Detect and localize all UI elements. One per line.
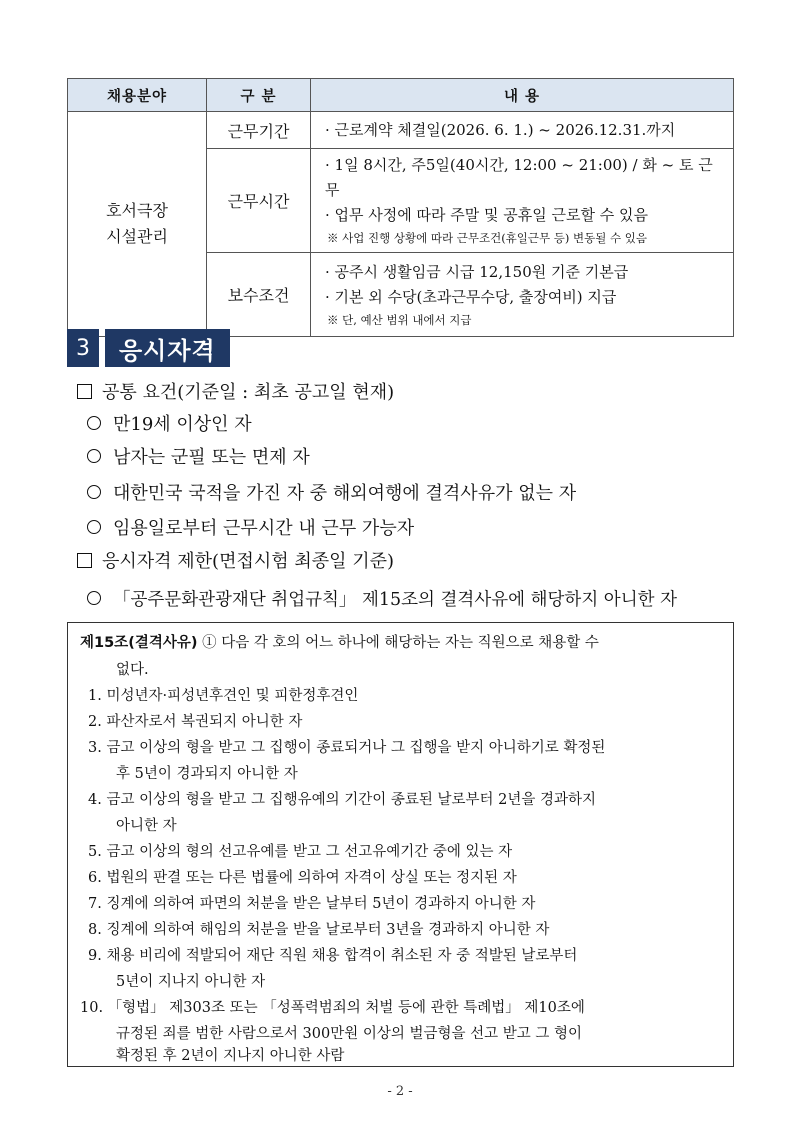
- category-cell: 근무기간: [207, 112, 311, 149]
- recruitment-table: [67, 78, 734, 337]
- category-cell: 근무시간: [207, 149, 311, 253]
- content-note: ※ 사업 진행 상황에 따라 근무조건(휴일근무 등) 변동될 수 있음: [327, 231, 647, 245]
- content-note: ※ 단, 예산 범위 내에서 지급: [327, 312, 472, 327]
- common-requirements-title: [77, 378, 394, 404]
- article-line: 5. 금고 이상의 형의 선고유예를 받고 그 선고유예기간 중에 있는 자: [88, 844, 513, 860]
- list-item-text: 남자는 군필 또는 면제 자: [113, 447, 310, 468]
- article-line: 10. 「형법」 제303조 또는 「성폭력범죄의 처벌 등에 관한 특례법」 제10조에: [80, 1000, 585, 1016]
- list-item-text: 만19세 이상인 자: [113, 414, 252, 435]
- article-line: 5년이 지나지 아니한 자: [116, 974, 266, 990]
- section-number: 3: [67, 329, 99, 367]
- article-line: 6. 법원의 판결 또는 다른 법률에 의하여 자격이 상실 또는 정지된 자: [88, 870, 517, 886]
- limit-title-text: 응시자격 제한(면접시험 최종일 기준): [102, 551, 395, 572]
- list-item-text: 「공주문화관광재단 취업규칙」 제15조의 결격사유에 해당하지 아니한 자: [113, 590, 677, 610]
- field-cell: [68, 112, 207, 337]
- content-line: · 근로계약 체결일(2026. 6. 1.) ~ 2026.12.31.까지: [325, 120, 676, 139]
- article-line: 8. 징계에 의하여 해임의 처분을 받을 날로부터 3년을 경과하지 아니한 자: [88, 922, 550, 938]
- content-cell: [311, 112, 734, 149]
- article-line: 7. 징계에 의하여 파면의 처분을 받은 날부터 5년이 경과하지 아니한 자: [88, 896, 536, 912]
- article-head: 제15조(결격사유): [80, 635, 198, 651]
- article-intro: [80, 631, 599, 652]
- category-cell: 보수조건: [207, 253, 311, 337]
- article-line: 확정된 후 2년이 지나지 아니한 사람: [116, 1048, 345, 1064]
- article-intro-cont: 없다.: [116, 662, 149, 678]
- list-item: [87, 586, 677, 611]
- square-bullet-icon: [77, 553, 92, 568]
- article-line: 후 5년이 경과되지 아니한 자: [116, 766, 298, 782]
- circle-bullet-icon: [87, 591, 101, 605]
- article-intro-text: ① 다음 각 호의 어느 하나에 해당하는 자는 직원으로 채용할 수: [202, 635, 599, 651]
- circle-bullet-icon: [87, 485, 101, 499]
- content-cell: [311, 149, 734, 253]
- content-line: · 공주시 생활임금 시급 12,150원 기준 기본급: [325, 262, 629, 281]
- list-item: [87, 479, 576, 505]
- list-item-text: 임용일로부터 근무시간 내 근무 가능자: [113, 518, 415, 539]
- list-item: [87, 514, 414, 540]
- limit-requirements-title: [77, 547, 394, 573]
- content-line: · 1일 8시간, 주5일(40시간, 12:00 ~ 21:00) / 화 ~ 토 근무: [325, 156, 713, 199]
- header-category: 구 분: [207, 79, 311, 112]
- circle-bullet-icon: [87, 416, 101, 430]
- content-line: · 업무 사정에 따라 주말 및 공휴일 근로할 수 있음: [325, 206, 648, 224]
- content-cell: [311, 253, 734, 337]
- content-line: · 기본 외 수당(초과근무수당, 출장여비) 지급: [325, 287, 617, 306]
- page-number: - 2 -: [387, 1084, 413, 1099]
- article-line: 1. 미성년자·피성년후견인 및 피한정후견인: [88, 688, 359, 704]
- article-line: 규정된 죄를 범한 사람으로서 300만원 이상의 벌금형을 선고 받고 그 형이: [116, 1026, 582, 1042]
- circle-bullet-icon: [87, 449, 101, 463]
- square-bullet-icon: [77, 384, 92, 399]
- header-content: 내 용: [311, 79, 734, 112]
- article-line: 9. 채용 비리에 적발되어 재단 직원 채용 합격이 취소된 자 중 적발된 날로부터: [88, 948, 578, 964]
- list-item-text: 대한민국 국적을 가진 자 중 해외여행에 결격사유가 없는 자: [113, 483, 577, 504]
- article-line: 3. 금고 이상의 형을 받고 그 집행이 종료되거나 그 집행을 받지 아니하기로 확정된: [88, 740, 606, 756]
- article-box: [67, 622, 734, 1067]
- table-row: [68, 112, 734, 149]
- section-title: 응시자격: [105, 329, 230, 367]
- list-item: [87, 443, 310, 469]
- table-header-row: [68, 79, 734, 112]
- list-item: [87, 410, 252, 436]
- field-line-1: 호서극장: [106, 201, 168, 220]
- header-field: 채용분야: [68, 79, 207, 112]
- circle-bullet-icon: [87, 520, 101, 534]
- article-line: 2. 파산자로서 복권되지 아니한 자: [88, 714, 303, 730]
- field-line-2: 시설관리: [106, 227, 168, 246]
- article-line: 아니한 자: [116, 818, 177, 834]
- section-heading: [67, 329, 230, 367]
- article-line: 4. 금고 이상의 형을 받고 그 집행유예의 기간이 종료된 날로부터 2년을 경과하지: [88, 792, 596, 808]
- common-title-text: 공통 요건(기준일 : 최초 공고일 현재): [102, 382, 395, 403]
